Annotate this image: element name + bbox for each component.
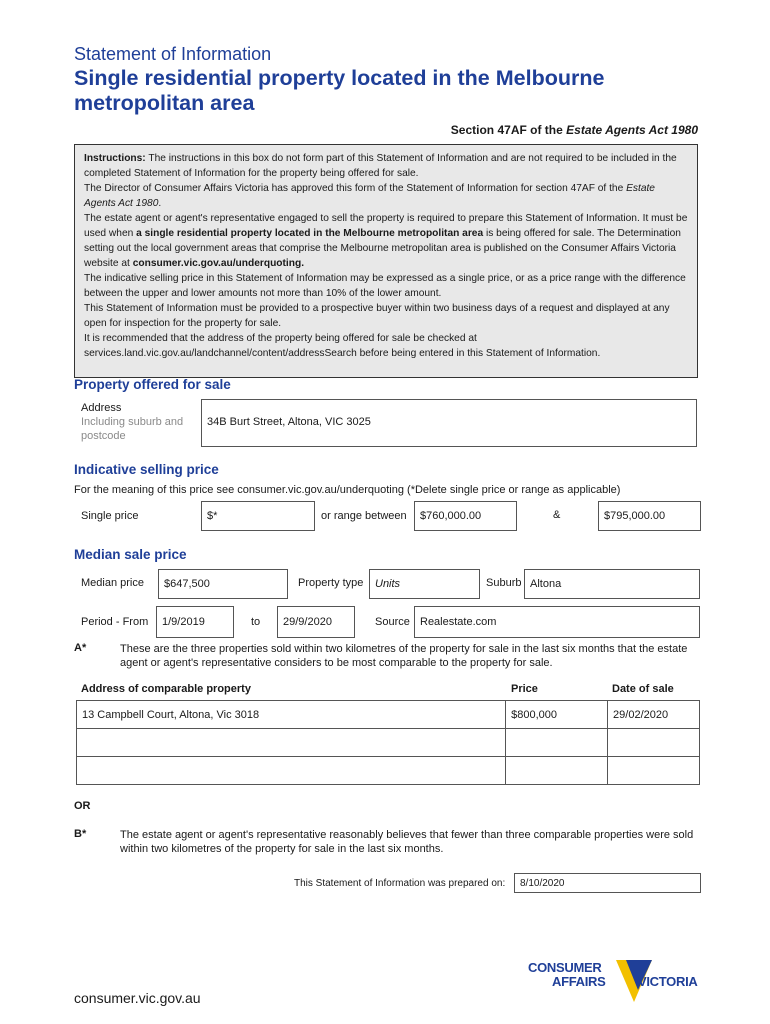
col-address-header: Address of comparable property	[81, 683, 251, 695]
logo-line-2: AFFAIRS	[552, 974, 606, 989]
consumer-affairs-logo	[528, 960, 703, 1006]
single-price-field[interactable]: $*	[201, 501, 315, 531]
option-a-text: These are the three properties sold within two kilometres of the property for sale in the last six months that the estate agent or agent's representative considers to be most comparable to the property for sale.	[120, 643, 688, 669]
prepared-date-field[interactable]: 8/10/2020	[514, 873, 701, 893]
col-price-header: Price	[511, 683, 538, 695]
comparable-address-cell[interactable]	[77, 757, 506, 785]
instructions-p2-act: Estate Agents Act 1980	[84, 183, 655, 209]
source-field[interactable]: Realestate.com	[414, 606, 700, 638]
period-from-field[interactable]: 1/9/2019	[156, 606, 234, 638]
period-label: Period - From	[81, 616, 149, 628]
suburb-field[interactable]: Altona	[524, 569, 700, 599]
range-ampersand: &	[553, 509, 561, 521]
logo-line-3: VICTORIA	[638, 974, 698, 989]
instructions-p2: The Director of Consumer Affairs Victoria has approved this form of the Statement of Information for section 47AF of the	[84, 183, 627, 194]
instructions-box	[74, 144, 698, 378]
section-reference	[451, 123, 698, 137]
property-heading: Property offered for sale	[74, 377, 231, 392]
median-price-field[interactable]: $647,500	[158, 569, 288, 599]
address-field[interactable]: 34B Burt Street, Altona, VIC 3025	[201, 399, 697, 447]
logo-line-1: CONSUMER	[528, 960, 602, 975]
comparable-address-cell[interactable]: 13 Campbell Court, Altona, Vic 3018	[77, 701, 506, 729]
page-title: Single residential property located in the Melbourne metropolitan area	[74, 66, 605, 115]
suburb-label: Suburb	[486, 577, 522, 589]
instructions-p2-end: .	[158, 198, 162, 209]
instructions-heading: Instructions:	[84, 153, 146, 164]
comparable-address-cell[interactable]	[77, 729, 506, 757]
period-to-field[interactable]: 29/9/2020	[277, 606, 355, 638]
instructions-p5: This Statement of Information must be provided to a prospective buyer within two business days of a request and displayed at any open for inspection for the property for sale.	[84, 303, 670, 329]
document-type: Statement of Information	[74, 44, 272, 64]
table-row	[77, 729, 700, 757]
or-label: OR	[74, 800, 91, 812]
source-label: Source	[375, 616, 410, 628]
median-heading: Median sale price	[74, 547, 187, 562]
comparable-date-cell[interactable]	[608, 729, 700, 757]
period-to-label: to	[251, 616, 261, 628]
col-date-header: Date of sale	[612, 683, 674, 695]
footer-url[interactable]: consumer.vic.gov.au	[74, 990, 201, 1006]
instructions-p3b: is being offered for sale. The Determination setting out the local government areas that comprise the Melbourne metropolitan area is published on the Consumer Affairs Victoria website at	[84, 228, 681, 269]
instructions-p3a: The estate agent or agent's representative engaged to sell the property is required to prepare this Statement of Information. It must be used when	[84, 213, 688, 239]
section-act: Estate Agents Act 1980	[566, 123, 698, 137]
table-row	[77, 757, 700, 785]
single-price-label: Single price	[81, 510, 139, 522]
address-hint-1: Including suburb and	[81, 416, 184, 428]
option-b-text: The estate agent or agent's representative reasonably believes that fewer than three comparable properties were sold within two kilometres of the property for sale in the last six months.	[120, 829, 694, 855]
property-type-label: Property type	[298, 577, 364, 589]
option-b-marker[interactable]: B*	[74, 828, 87, 840]
property-type-field[interactable]: Units	[369, 569, 480, 599]
range-low-field[interactable]: $760,000.00	[414, 501, 517, 531]
instructions-p1: The instructions in this box do not form part of this Statement of Information and are not required to be included in the completed Statement of Information for the property being offered for sale.	[84, 153, 677, 179]
address-label: Address	[81, 402, 122, 414]
instructions-p3-bold: a single residential property located in the Melbourne metropolitan area	[136, 228, 484, 239]
indicative-heading: Indicative selling price	[74, 462, 219, 477]
address-hint-2: postcode	[81, 430, 126, 442]
comparable-date-cell[interactable]	[608, 757, 700, 785]
section-prefix: Section 47AF of the	[450, 123, 567, 137]
indicative-note: For the meaning of this price see consumer.vic.gov.au/underquoting (*Delete single price or range as applicable)	[74, 484, 621, 496]
instructions-p6: It is recommended that the address of the property being offered for sale be checked at services.land.vic.gov.au/landchannel/content/addressSearch before being entered in this Statement of Information.	[84, 333, 601, 359]
table-row	[77, 701, 700, 729]
comparable-price-cell[interactable]	[506, 729, 608, 757]
comparable-date-cell[interactable]: 29/02/2020	[608, 701, 700, 729]
instructions-p4: The indicative selling price in this Statement of Information may be expressed as a single price, or as a price range with the difference between the upper and lower amounts not more than 10% of the lower amount.	[84, 273, 686, 299]
prepared-label: This Statement of Information was prepared on:	[294, 878, 506, 889]
comparables-table	[76, 700, 700, 785]
median-price-label: Median price	[81, 577, 144, 589]
option-a-marker[interactable]: A*	[74, 642, 87, 654]
underquoting-link[interactable]: consumer.vic.gov.au/underquoting.	[132, 258, 305, 269]
comparable-price-cell[interactable]	[506, 757, 608, 785]
range-label: or range between	[321, 510, 407, 522]
range-high-field[interactable]: $795,000.00	[598, 501, 701, 531]
comparable-price-cell[interactable]: $800,000	[506, 701, 608, 729]
